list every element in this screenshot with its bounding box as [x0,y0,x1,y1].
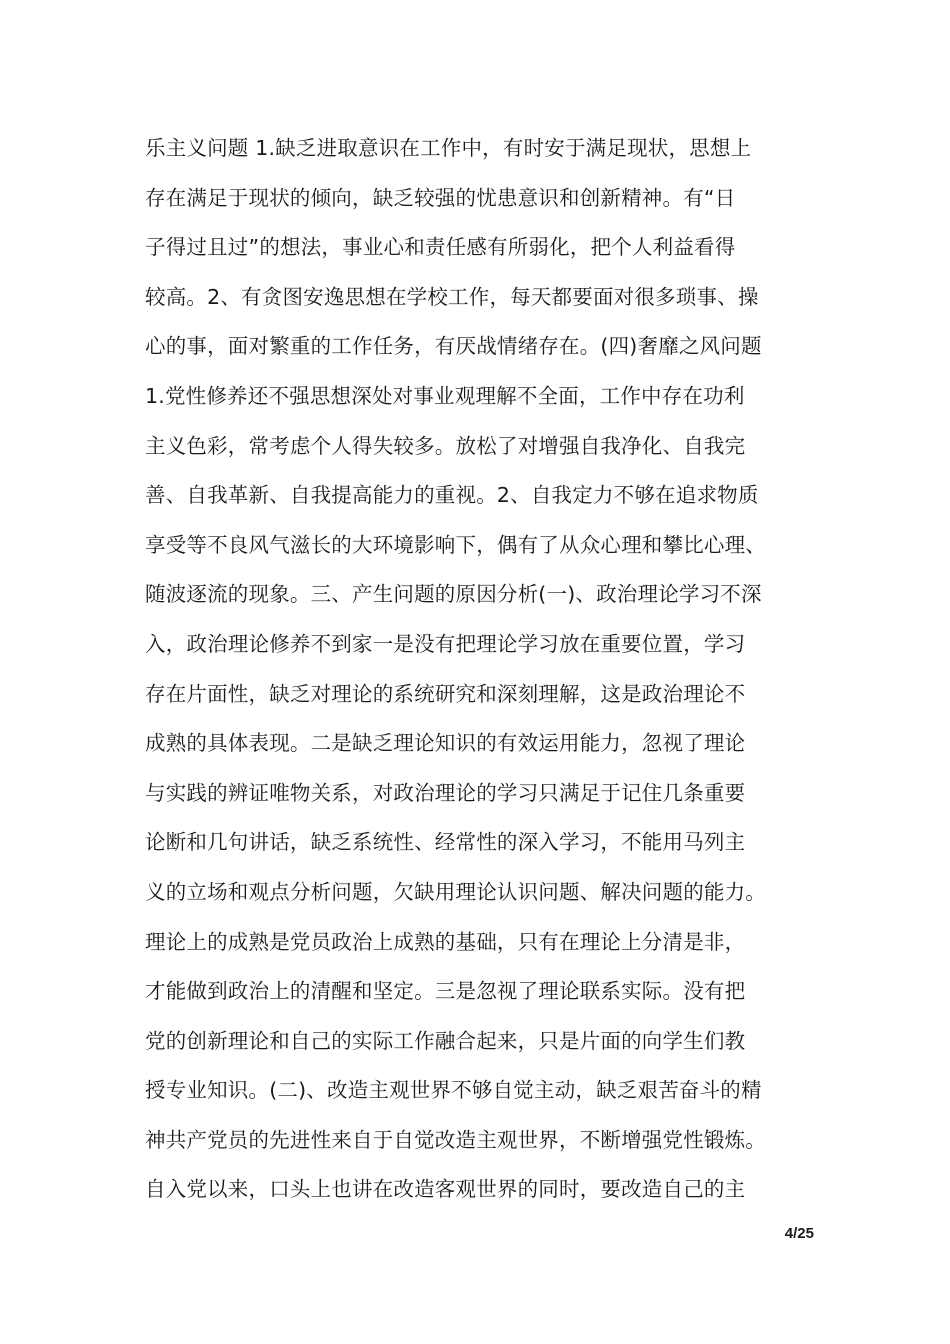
text-line: 子得过且过”的想法，事业心和责任感有所弱化，把个人利益看得 [145,235,736,260]
text-line: 主义色彩，常考虑个人得失较多。放松了对增强自我净化、自我完 [145,433,746,458]
body-text [145,128,815,1219]
page-number: 4/25 [784,1225,814,1242]
text-line: 义的立场和观点分析问题，欠缺用理论认识问题、解决问题的能力。 [145,879,766,904]
text-line: 成熟的具体表现。二是缺乏理论知识的有效运用能力，忽视了理论 [145,731,746,756]
text-line: 善、自我革新、自我提高能力的重视。2、自我定力不够在追求物质 [145,483,759,508]
text-line: 授专业知识。(二)、改造主观世界不够自觉主动，缺乏艰苦奋斗的精 [145,1078,762,1103]
text-line: 1.党性修养还不强思想深处对事业观理解不全面，工作中存在功利 [145,383,745,408]
text-line: 心的事，面对繁重的工作任务，有厌战情绪存在。(四)奢靡之风问题 [145,334,762,359]
text-line: 乐主义问题 1.缺乏进取意识在工作中，有时安于满足现状，思想上 [145,136,752,160]
text-line: 存在片面性，缺乏对理论的系统研究和深刻理解，这是政治理论不 [145,681,746,706]
text-line: 与实践的辨证唯物关系，对政治理论的学习只满足于记住几条重要 [145,780,746,805]
text-line: 自入党以来，口头上也讲在改造客观世界的同时，要改造自己的主 [145,1177,746,1202]
text-line: 神共产党员的先进性来自于自觉改造主观世界，不断增强党性锻炼。 [145,1127,766,1152]
text-line: 随波逐流的现象。三、产生问题的原因分析(一)、政治理论学习不深 [145,582,762,607]
text-line: 享受等不良风气滋长的大环境影响下，偶有了从众心理和攀比心理、 [145,532,766,557]
text-line: 论断和几句讲话，缺乏系统性、经常性的深入学习，不能用马列主 [145,830,746,855]
text-line: 才能做到政治上的清醒和坚定。三是忽视了理论联系实际。没有把 [145,979,746,1004]
text-line: 存在满足于现状的倾向，缺乏较强的忧患意识和创新精神。有“日 [145,185,736,210]
text-line: 党的创新理论和自己的实际工作融合起来，只是片面的向学生们教 [145,1028,746,1053]
text-line: 理论上的成熟是党员政治上成熟的基础，只有在理论上分清是非， [145,929,746,954]
text-line: 较高。2、有贪图安逸思想在学校工作，每天都要面对很多琐事、操 [145,284,759,309]
text-line: 入，政治理论修养不到家一是没有把理论学习放在重要位置，学习 [145,631,746,656]
